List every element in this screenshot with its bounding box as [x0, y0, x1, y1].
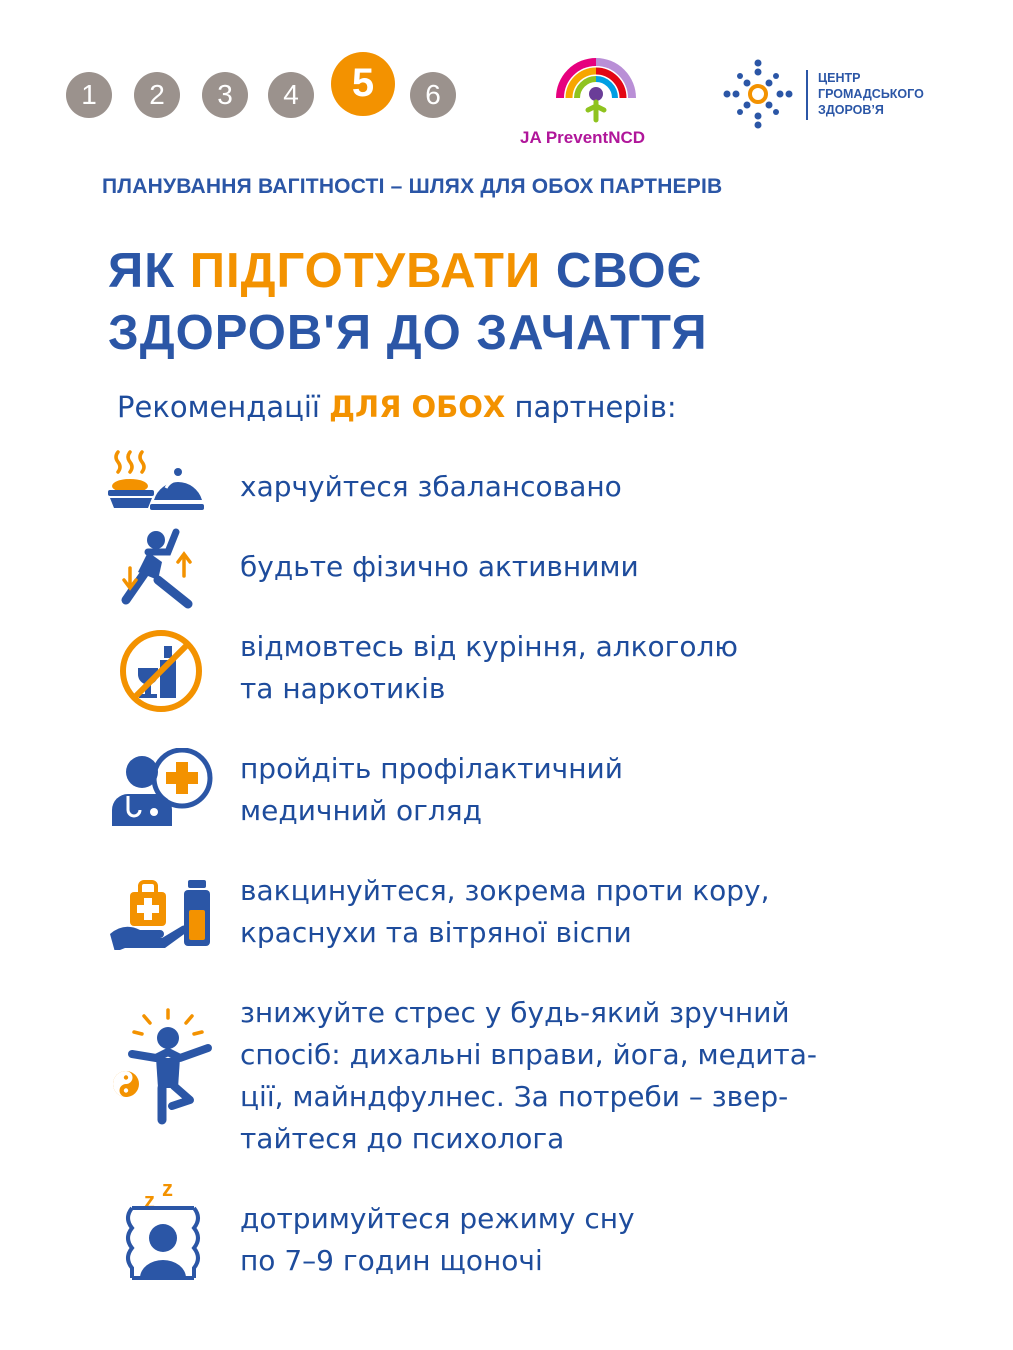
ccz-line-1: ЦЕНТР [818, 71, 861, 85]
step-4[interactable]: 4 [268, 72, 314, 118]
stress-relief-icon [110, 1008, 214, 1126]
sleep-icon [122, 1178, 204, 1282]
step-6[interactable]: 6 [410, 72, 456, 118]
item-5-line-1: вакцинуйтеся, зокрема проти кору, [240, 874, 770, 907]
ja-prevent-logo-text: JA PreventNCD [520, 128, 646, 147]
list-item-2 [240, 546, 639, 588]
step-3[interactable]: 3 [202, 72, 248, 118]
reco-prefix: Рекомендації [117, 390, 330, 424]
list-item-6 [240, 992, 817, 1160]
ccz-line-3: ЗДОРОВ’Я [818, 103, 884, 117]
item-6-line-4: тайтеся до психолога [240, 1122, 565, 1155]
title-highlight: ПІДГОТУВАТИ [189, 244, 542, 298]
food-icon [104, 450, 204, 514]
ja-prevent-logo-icon [552, 50, 640, 126]
reco-suffix: партнерів: [505, 390, 677, 424]
exercise-icon [118, 528, 196, 610]
list-item-3 [240, 626, 738, 710]
item-3-line-2: та наркотиків [240, 672, 446, 705]
item-4-line-1: пройдіть профілактичний [240, 752, 623, 785]
list-item-4 [240, 748, 623, 832]
item-7-line-2: по 7–9 годин щоночі [240, 1244, 543, 1277]
doctor-checkup-icon [110, 748, 214, 828]
list-item-5 [240, 870, 770, 954]
title-part-2: СВОЄ [541, 244, 703, 298]
ccz-line-2: ГРОМАДСЬКОГО [818, 87, 924, 101]
vaccine-icon [108, 878, 218, 950]
item-4-line-2: медичний огляд [240, 794, 482, 827]
reco-highlight: ДЛЯ ОБОХ [329, 390, 506, 424]
item-6-line-1: знижуйте стрес у будь-який зручний [240, 996, 790, 1029]
recommendations-heading [117, 390, 677, 424]
item-6-line-2: спосіб: дихальні вправи, йога, медита- [240, 1038, 817, 1071]
item-5-line-2: краснухи та вітряної віспи [240, 916, 632, 949]
svg-text:z: z [144, 1188, 155, 1213]
page-title [108, 240, 708, 364]
step-1[interactable]: 1 [66, 72, 112, 118]
ccz-logo-text [818, 70, 924, 118]
item-1-line-1: харчуйтеся збалансовано [240, 470, 622, 503]
ccz-logo-icon [722, 58, 794, 130]
item-3-line-1: відмовтесь від куріння, алкоголю [240, 630, 738, 663]
title-part-1: ЯК [108, 244, 190, 298]
step-2[interactable]: 2 [134, 72, 180, 118]
svg-text:z: z [162, 1178, 173, 1201]
step-5-active[interactable]: 5 [331, 52, 395, 116]
title-line-2: ЗДОРОВ'Я ДО ЗАЧАТТЯ [108, 306, 708, 360]
item-7-line-1: дотримуйтеся режиму сну [240, 1202, 635, 1235]
ccz-logo-divider [806, 70, 808, 120]
no-smoking-alcohol-icon [118, 628, 204, 714]
item-2-line-1: будьте фізично активними [240, 550, 639, 583]
page-subtitle: ПЛАНУВАННЯ ВАГІТНОСТІ – ШЛЯХ ДЛЯ ОБОХ ПАРТНЕРІВ [102, 175, 723, 198]
list-item-1 [240, 466, 622, 508]
list-item-7 [240, 1198, 635, 1282]
item-6-line-3: ції, майндфулнес. За потреби – звер- [240, 1080, 789, 1113]
